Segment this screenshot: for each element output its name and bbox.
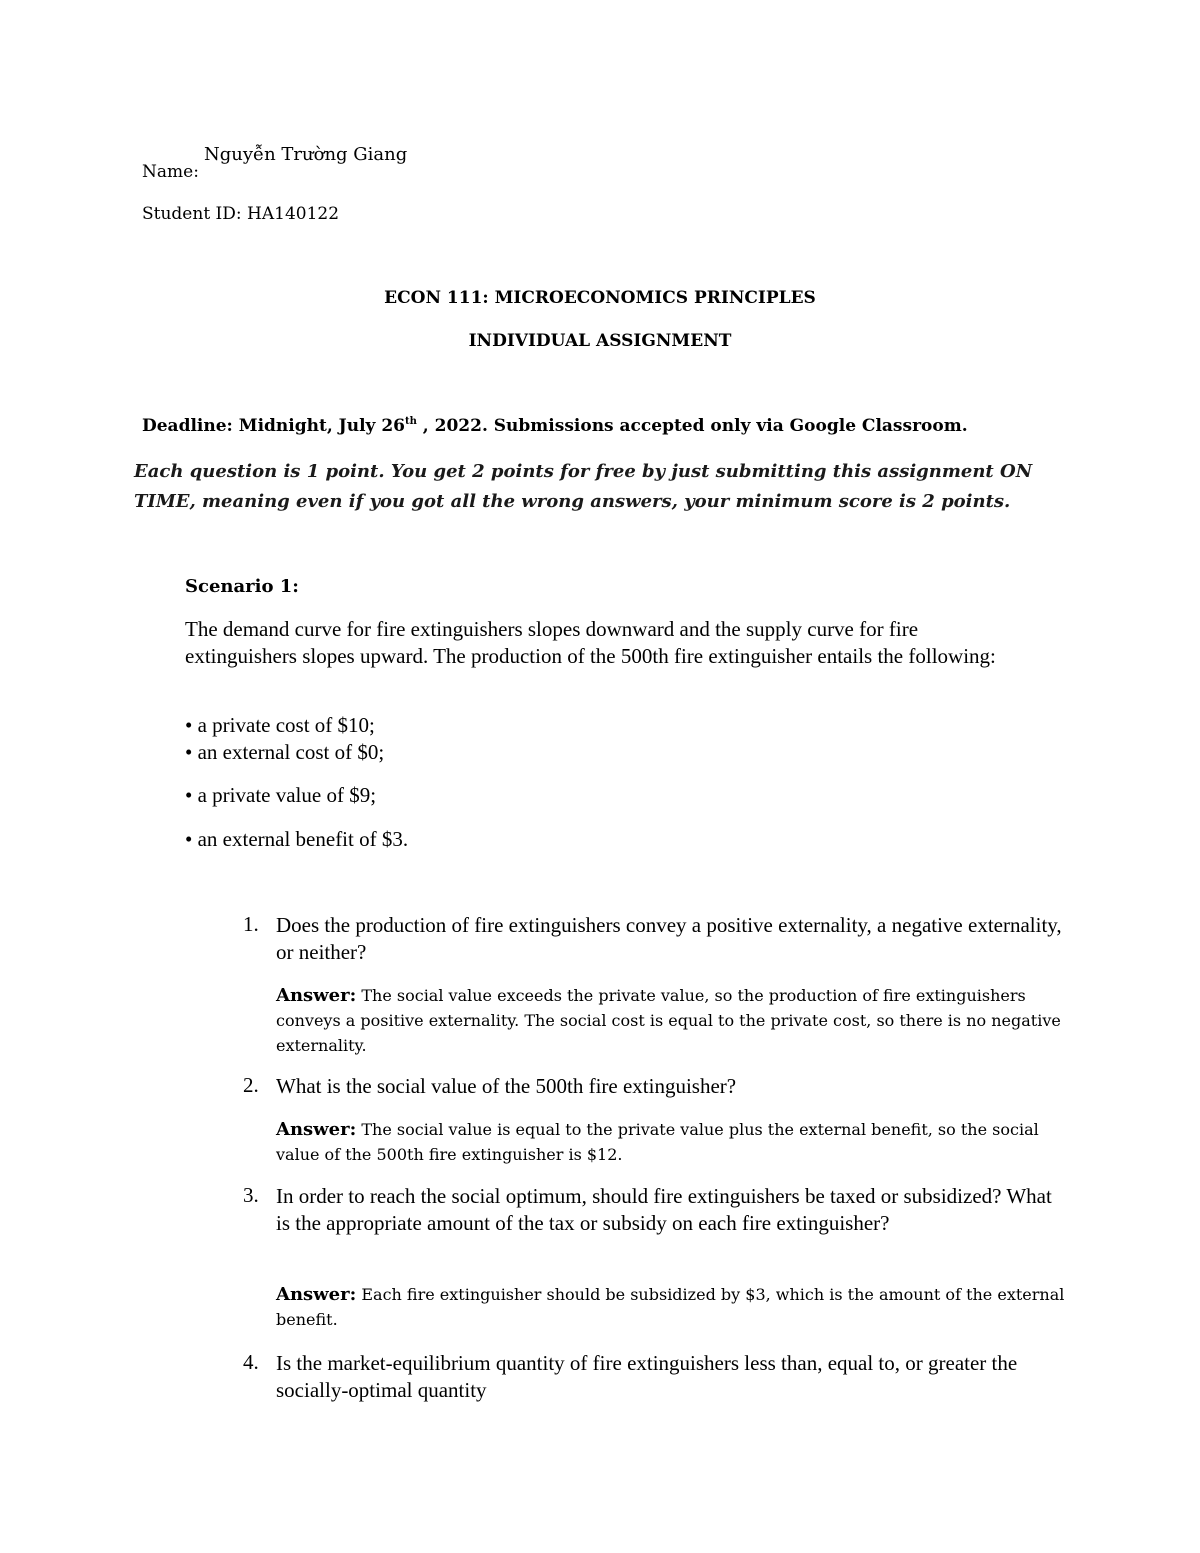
bullet-item: • a private value of $9; xyxy=(185,783,377,807)
answer-label: Answer: xyxy=(276,985,357,1006)
question-text: Does the production of fire extinguishers convey a positive externality, a negative externality, or neither? xyxy=(276,913,1062,964)
question-text: Is the market-equilibrium quantity of fire extinguishers less than, equal to, or greater the socially-optimal quantity xyxy=(276,1351,1018,1402)
question-number: 4. xyxy=(243,1350,259,1374)
deadline-ordinal: th xyxy=(404,416,417,427)
question-text: What is the social value of the 500th fire extinguisher? xyxy=(276,1074,737,1098)
bullet-item: • an external cost of $0; xyxy=(185,740,385,764)
student-name: Nguyễn Trường Giang xyxy=(204,144,408,165)
grading-note: Each question is 1 point. You get 2 points for free by just submitting this assignment ON TIME, meaning even if you got all the wrong answers, your minimum score is 2 points. xyxy=(134,461,1033,512)
question-number: 1. xyxy=(243,912,259,936)
scenario-description: The demand curve for fire extinguishers slopes downward and the supply curve for fire extinguishers slopes upward. The production of the 500th fire extinguisher entails the following: xyxy=(185,617,996,668)
bullet-item: • an external benefit of $3. xyxy=(185,827,409,851)
course-title: ECON 111: MICROECONOMICS PRINCIPLES xyxy=(384,288,816,308)
student-id: Student ID: HA140122 xyxy=(142,204,340,224)
answer-text: The social value exceeds the private value, so the production of fire extinguishers conveys a positive externality. The social cost is equal to the private cost, so there is no negative externality. xyxy=(276,986,1061,1055)
question-text: In order to reach the social optimum, should fire extinguishers be taxed or subsidized? What is the appropriate amount of the tax or subsidy on each fire extinguisher? xyxy=(276,1184,1052,1235)
bullet-item: • a private cost of $10; xyxy=(185,713,375,737)
answer-block xyxy=(276,1117,1066,1167)
answer-block xyxy=(276,1282,1066,1332)
assignment-title: INDIVIDUAL ASSIGNMENT xyxy=(468,331,732,351)
question-number: 2. xyxy=(243,1073,259,1097)
deadline-suffix: , 2022. Submissions accepted only via Google Classroom. xyxy=(416,416,968,436)
question-number: 3. xyxy=(243,1183,259,1207)
scenario-heading: Scenario 1: xyxy=(185,576,299,597)
answer-block xyxy=(276,983,1066,1058)
deadline-prefix: Deadline: Midnight, July 26 xyxy=(142,416,405,436)
answer-text: The social value is equal to the private value plus the external benefit, so the social value of the 500th fire extinguisher is $12. xyxy=(276,1120,1039,1164)
name-label: Name: xyxy=(142,162,199,182)
answer-label: Answer: xyxy=(276,1119,357,1140)
deadline-line xyxy=(142,416,968,436)
answer-text: Each fire extinguisher should be subsidized by $3, which is the amount of the external benefit. xyxy=(276,1285,1065,1329)
answer-label: Answer: xyxy=(276,1284,357,1305)
